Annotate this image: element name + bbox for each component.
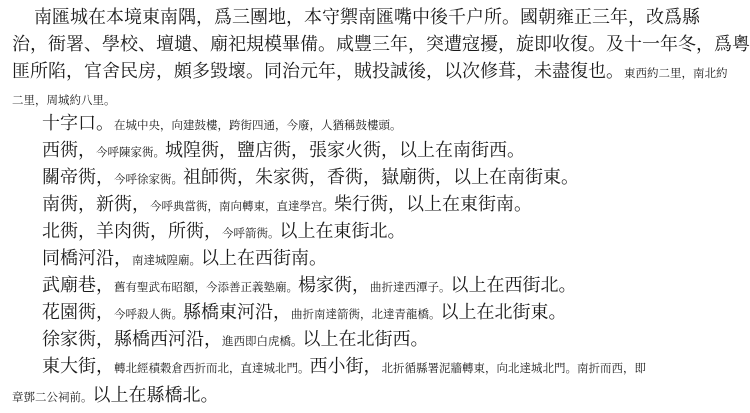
entry-text: 以上在北街西。 xyxy=(302,329,429,350)
street-list xyxy=(42,110,682,380)
entry-text: 西衖， xyxy=(42,140,96,161)
entry-note: 曲折南達箭衖，北達青龍橋。 xyxy=(291,307,441,321)
entry-text: 北衖，羊肉衖，所衖， xyxy=(42,221,222,242)
street-entry xyxy=(42,353,682,380)
entry-text: 東大街， xyxy=(42,356,114,377)
entry-text: 南衖，新衖， xyxy=(42,194,150,215)
entry-note: 今呼徐家衖。 xyxy=(114,172,183,186)
intro-line xyxy=(12,85,684,112)
entry-text: 以上在北街東。 xyxy=(440,302,567,323)
entry-text: 徐家衖，縣橋西河沿， xyxy=(42,329,222,350)
entry-text: 以上在縣橋北。 xyxy=(92,385,219,406)
entry-note: 轉北經積穀倉西折而北，直達城北門。 xyxy=(114,361,310,375)
intro-text: 治，衙署、學校、壇壝、廟祀規模畢備。咸豐三年，突遭寇擾，旋即收復。及十一年冬，爲粵 xyxy=(12,34,750,55)
entry-text: 縣橋東河沿， xyxy=(183,302,291,323)
entry-text: 花園衖， xyxy=(42,302,114,323)
entry-note: 今呼典當衖，南向轉東，直達學宫。 xyxy=(150,199,334,213)
entry-text: 關帝衖， xyxy=(42,167,114,188)
entry-text: 以上在東街北。 xyxy=(279,221,406,242)
entry-note: 在城中央，向建鼓樓，跨街四通，今廢，人猶稱鼓樓頭。 xyxy=(114,118,402,132)
entry-note: 舊有聖武布昭額，今添善正義塾廟。 xyxy=(114,280,298,294)
intro-text: 匪所陷，官舍民房，頗多毀壞。同治元年，賊投誠後，以次修葺，未盡復也。 xyxy=(12,61,624,82)
intro-line xyxy=(12,58,728,85)
street-entry xyxy=(42,218,682,245)
street-entry xyxy=(42,110,682,137)
entry-text: 祖師衖，朱家衖，香衖，嶽廟衖，以上在南街東。 xyxy=(183,167,579,188)
street-entry xyxy=(42,164,682,191)
entry-note: 南達城隍廟。 xyxy=(132,253,201,267)
intro-text: 南匯城在本境東南隅，爲三團地，本守禦南匯嘴中後千户所。國朝雍正三年，改爲縣 xyxy=(34,7,700,28)
street-entry xyxy=(42,272,682,299)
entry-text: 以上在西街南。 xyxy=(201,248,327,269)
entry-text: 柴行衖，以上在東街南。 xyxy=(334,194,532,215)
intro-line xyxy=(12,4,700,31)
entry-note: 進西即白虎橋。 xyxy=(222,334,303,348)
street-entry xyxy=(42,299,682,326)
street-entry xyxy=(42,137,682,164)
entry-text: 楊家衖， xyxy=(298,275,370,296)
entry-note: 章鄧二公祠前。 xyxy=(12,390,93,404)
entry-note: 今呼箭衖。 xyxy=(222,226,280,240)
intro-note: 二里，周城約八里。 xyxy=(12,93,116,107)
street-entry xyxy=(42,191,682,218)
intro-line xyxy=(12,31,750,58)
entry-text: 西小街， xyxy=(309,356,382,377)
entry-text: 同橋河沿， xyxy=(42,248,132,269)
intro-note: 東西約二里，南北約 xyxy=(624,66,728,80)
street-entry xyxy=(42,326,682,353)
entry-text: 武廟巷， xyxy=(42,275,114,296)
entry-note: 北折循縣署泥牆轉東，向北達城北門。南折而西，即 xyxy=(381,361,646,375)
closing-line xyxy=(12,382,219,411)
entry-text: 十字口。 xyxy=(42,113,114,134)
street-entry xyxy=(42,245,682,272)
entry-text: 城隍衖，鹽店衖，張家火衖，以上在南街西。 xyxy=(165,140,525,161)
entry-text: 以上在西街北。 xyxy=(450,275,577,296)
entry-note: 曲折達西潭子。 xyxy=(370,280,451,294)
intro-paragraph xyxy=(12,4,750,112)
entry-note: 今呼陳家衖。 xyxy=(96,145,165,159)
entry-note: 今呼殺人衖。 xyxy=(114,307,183,321)
